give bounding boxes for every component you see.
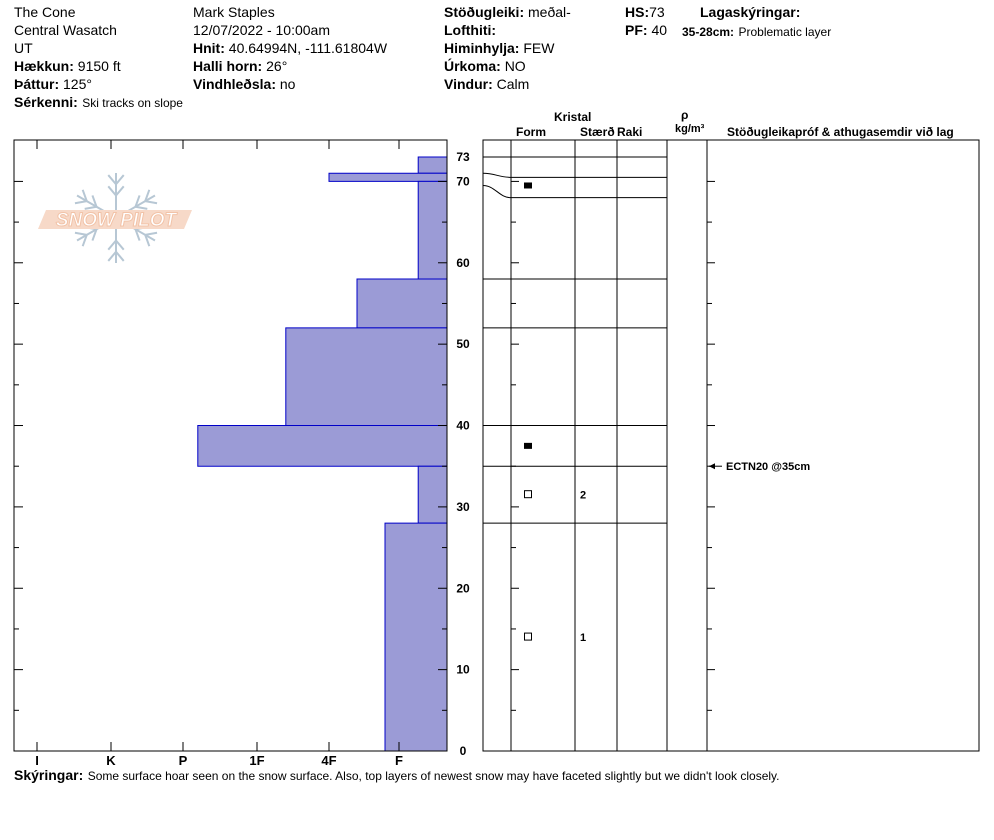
snowflake-branch bbox=[108, 175, 116, 184]
snow-height-label: HS: bbox=[625, 4, 650, 20]
aspect-label: Þáttur: bbox=[14, 76, 60, 92]
observation-datetime: 12/07/2022 - 10:00am bbox=[193, 22, 330, 38]
layer-table bbox=[483, 140, 979, 751]
snowpilot-logo bbox=[38, 173, 192, 263]
height-tick-label: 60 bbox=[456, 255, 470, 270]
hardness-tick-label: P bbox=[178, 753, 188, 768]
aspect-value: 125° bbox=[63, 76, 92, 92]
layer-note-range: 35-28cm: bbox=[682, 25, 735, 39]
snowflake-branch bbox=[85, 207, 97, 209]
sky-cover-value: FEW bbox=[523, 40, 555, 56]
layer-note-text: Problematic layer bbox=[738, 25, 832, 39]
foot-penetration-label: PF: bbox=[625, 22, 648, 38]
crystal-form-open bbox=[525, 491, 532, 498]
wind-label: Vindur: bbox=[444, 76, 493, 92]
crystal-form-filled bbox=[524, 182, 532, 188]
hardness-tick-label: 4F bbox=[321, 753, 337, 768]
hardness-layer bbox=[418, 181, 447, 279]
precipitation-label: Úrkoma: bbox=[444, 58, 501, 74]
wind-loading-label: Vindhleðsla: bbox=[193, 76, 276, 92]
hardness-tick-label: I bbox=[35, 753, 39, 768]
layer-notes-title: Lagaskýringar: bbox=[700, 4, 801, 20]
test-label: ECTN20 @35cm bbox=[726, 461, 811, 474]
height-tick-label: 20 bbox=[456, 581, 470, 596]
observer-name: Mark Staples bbox=[193, 4, 275, 20]
foot-penetration-value: 40 bbox=[651, 22, 668, 38]
hardness-tick-label: 1F bbox=[249, 753, 265, 768]
footer-notes-label: Skýringar: bbox=[14, 767, 84, 783]
density-unit-header: kg/m³ bbox=[675, 123, 705, 135]
snowflake-branch bbox=[145, 201, 157, 203]
features-value: Ski tracks on slope bbox=[82, 96, 183, 110]
crystal-size-label: 1 bbox=[580, 632, 587, 645]
air-temperature-label: Lofthiti: bbox=[444, 22, 497, 38]
snowflake-branch bbox=[116, 186, 124, 195]
layer-table-frame bbox=[483, 140, 979, 751]
height-tick-label: 73 bbox=[456, 150, 470, 164]
hardness-layer bbox=[385, 523, 447, 751]
tests-notes-column-header: Stöðugleikapróf & athugasemdir við lag bbox=[727, 125, 954, 139]
footer-notes-text: Some surface hoar seen on the snow surface. Also, top layers of newest snow may have faceted slightly but we didn't look closely. bbox=[87, 769, 780, 783]
coordinates-value: 40.64994N, -111.61804W bbox=[228, 40, 388, 56]
hardness-layers bbox=[198, 157, 447, 751]
height-tick-label: 0 bbox=[459, 744, 467, 758]
layer-connector bbox=[483, 185, 511, 197]
layer-connector bbox=[483, 173, 511, 177]
wind-loading-value: no bbox=[279, 76, 296, 92]
elevation-value: 9150 ft bbox=[77, 58, 121, 74]
crystal-marks bbox=[524, 182, 586, 644]
size-column-header: Stærð bbox=[580, 126, 615, 138]
hardness-layer bbox=[357, 279, 447, 328]
snowflake-branch bbox=[116, 175, 124, 184]
height-tick-label: 50 bbox=[456, 337, 470, 352]
snowflake-branch bbox=[108, 241, 116, 250]
hardness-layer bbox=[418, 466, 447, 523]
features-label: Sérkenni: bbox=[14, 94, 78, 110]
state-name: UT bbox=[14, 40, 33, 56]
crystal-form-filled bbox=[524, 443, 532, 449]
stability-label: Stöðugleiki: bbox=[444, 4, 525, 20]
snowflake-branch bbox=[116, 241, 124, 250]
density-rho-header: ρ bbox=[681, 108, 689, 122]
hardness-layer bbox=[198, 426, 447, 467]
hardness-layer bbox=[418, 157, 447, 173]
precipitation-value: NO bbox=[504, 58, 526, 74]
form-column-header: Form bbox=[516, 125, 546, 139]
stability-value: meðal- bbox=[528, 4, 571, 20]
moisture-column-header: Raki bbox=[617, 125, 643, 139]
height-tick-label: 70 bbox=[456, 174, 470, 189]
stability-test-marks bbox=[709, 461, 810, 473]
snowflake-branch bbox=[116, 252, 124, 261]
height-tick-label: 30 bbox=[456, 499, 470, 514]
snowflake-branch bbox=[75, 233, 87, 235]
logo-text: SNOW PILOT bbox=[55, 210, 177, 231]
height-tick-label: 10 bbox=[456, 662, 470, 677]
coordinates-label: Hnit: bbox=[193, 40, 225, 56]
height-tick-label: 40 bbox=[456, 418, 470, 433]
location-name: The Cone bbox=[14, 4, 76, 20]
snowflake-branch bbox=[108, 186, 116, 195]
hardness-layer bbox=[286, 328, 447, 426]
snowflake-branch bbox=[145, 233, 157, 235]
elevation-label: Hækkun: bbox=[14, 58, 74, 74]
slope-angle-value: 26° bbox=[266, 58, 288, 74]
crystal-size-label: 2 bbox=[580, 489, 587, 502]
snowflake-branch bbox=[135, 207, 147, 209]
sky-cover-label: Himinhylja: bbox=[444, 40, 520, 56]
snowflake-branch bbox=[75, 201, 87, 203]
snowflake-branch bbox=[108, 252, 116, 261]
footer-notes bbox=[14, 768, 779, 784]
hardness-tick-label: K bbox=[106, 753, 116, 768]
hardness-layer bbox=[329, 173, 447, 181]
crystal-form-open bbox=[525, 633, 532, 640]
test-arrow-head bbox=[709, 463, 715, 469]
range-name: Central Wasatch bbox=[14, 22, 117, 38]
snow-height-value: 73 bbox=[649, 4, 665, 20]
slope-angle-label: Halli horn: bbox=[193, 58, 263, 74]
crystal-column-header: Kristal bbox=[554, 110, 592, 124]
wind-value: Calm bbox=[496, 76, 530, 92]
hardness-tick-label: F bbox=[395, 753, 403, 768]
